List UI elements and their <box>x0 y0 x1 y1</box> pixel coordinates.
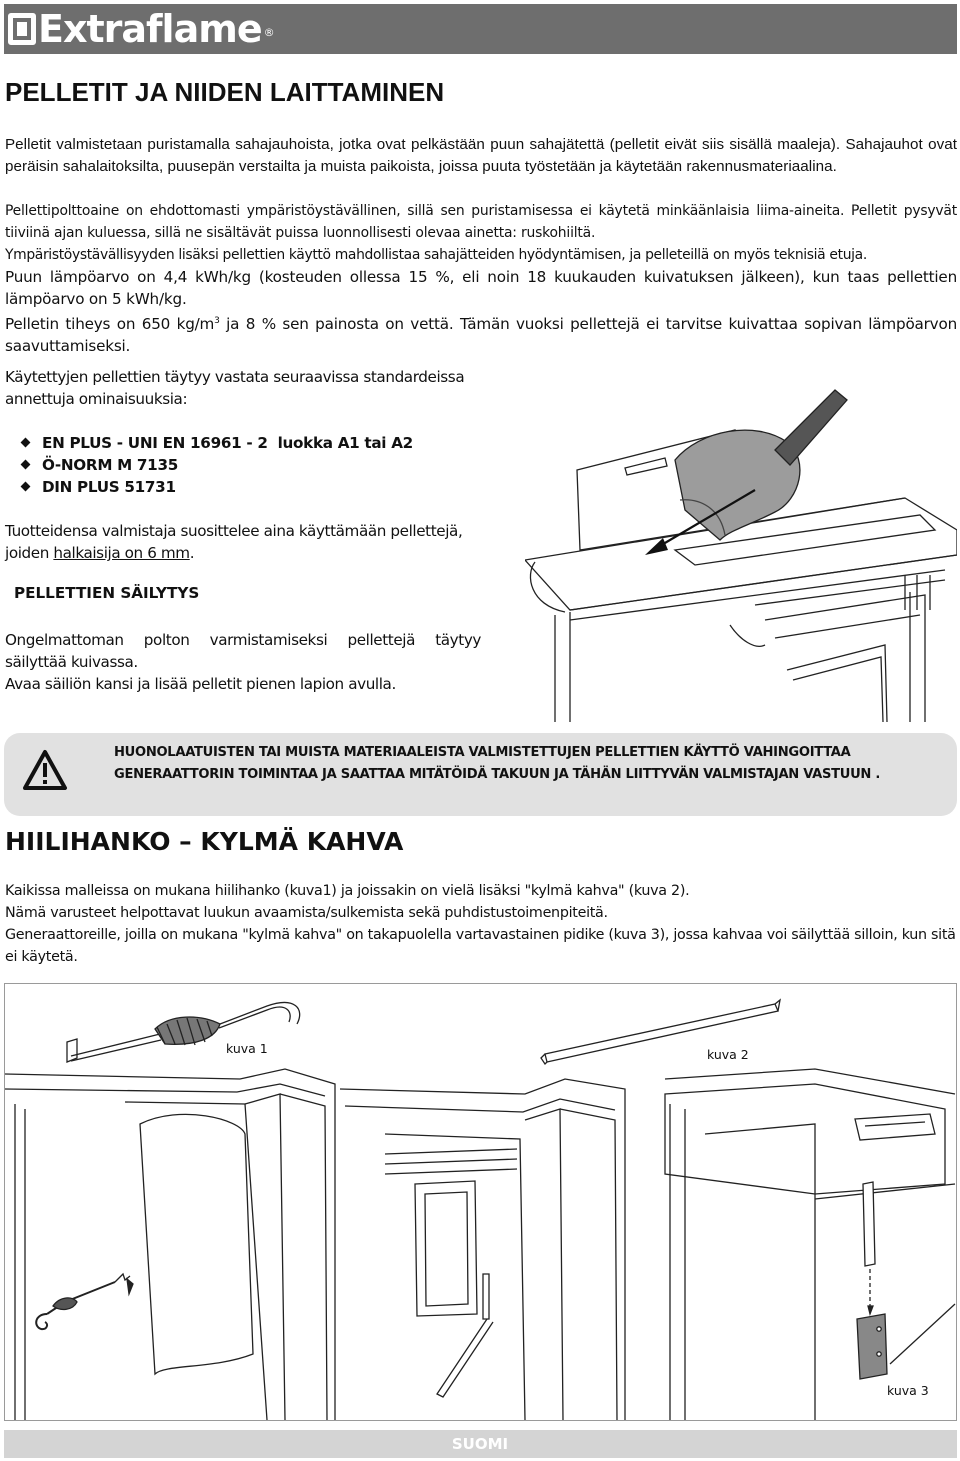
footer-language: SUOMI <box>451 1435 509 1453</box>
paragraph-heat-value: Puun lämpöarvo on 4,4 kWh/kg (kosteuden ollessa 15 %, eli noin 18 kuukauden kuivatuksen jälkeen), kun taas pellettien lämpöarvo on 5 kWh/kg. <box>5 268 957 308</box>
registered-mark: ® <box>263 26 274 39</box>
storage-title: PELLETTIEN SÄILYTYS <box>14 584 200 602</box>
standards-intro: Käytettyjen pellettien täytyy vastata seuraavissa standardeissa annettuja ominaisuuksia: <box>5 368 465 408</box>
standards-list <box>22 432 413 498</box>
brand-logo-mark-icon <box>8 13 36 45</box>
warning-triangle-icon <box>22 748 68 794</box>
diamond-bullet-icon <box>21 482 31 492</box>
diamond-bullet-icon <box>21 438 31 448</box>
recommendation-post: . <box>189 544 195 562</box>
storage-text-2: Avaa säiliön kansi ja lisää pelletit pienen lapion avulla. <box>5 675 396 693</box>
paragraph-density <box>5 310 957 357</box>
poker-line-1: Kaikissa malleissa on mukana hiilihanko (kuva1) ja joissakin on vielä lisäksi "kylmä kahva" (kuva 2). <box>5 883 690 899</box>
list-item <box>22 454 413 476</box>
pellet-info-block <box>5 200 957 357</box>
poker-line-2: Nämä varusteet helpottavat luukun avaamista/sulkemista sekä puhdistustoimenpiteitä. <box>5 905 608 921</box>
warning-text: HUONOLAATUISTEN TAI MUISTA MATERIAALEISTA VALMISTETTUJEN PELLETTIEN KÄYTTÖ VAHINGOITTAA GENERAATTORIN TOIMINTAA JA SAATTAA MITÄTÖIDÄ TAKUUN JA TÄHÄN LIITTYVÄN VALMISTAJAN VASTUUN . <box>114 745 880 782</box>
poker-line-3: Generaattoreille, joilla on mukana "kylmä kahva" on takapuolella vartavastainen pidike (kuva 3), jossa kahvaa voi säilyttää silloin, kun sitä ei käytetä. <box>5 927 956 965</box>
figure-label-3: kuva 3 <box>887 1383 929 1398</box>
figure-label-1: kuva 1 <box>226 1041 268 1056</box>
standard-label: Ö-NORM M 7135 <box>42 456 178 474</box>
standard-label: EN PLUS - UNI EN 16961 - 2 luokka A1 tai A2 <box>42 434 413 452</box>
brand-logo <box>8 6 272 52</box>
intro-paragraph: Pelletit valmistetaan puristamalla sahajauhoista, jotka ovat pelkästään puun sahajätettä (pelletit eivät siis sisällä maaleja). Sahajauhot ovat peräisin sahalaitoksilta, puusepän verstailta ja muista paikoista, joissa puuta työstetään ja käytetään rakennusmateriaalina. <box>5 136 957 175</box>
standard-label: DIN PLUS 51731 <box>42 478 176 496</box>
recommendation-text <box>5 520 481 564</box>
list-item <box>22 476 413 498</box>
paragraph-eco: Pellettipolttoaine on ehdottomasti ympäristöystävällinen, sillä sen puristamisessa ei käytetä minkäänlaisia liima-aineita. Pelletit pysyvät tiiviinä ajan kuluessa, sillä ne sisältävät puissa luonnollisesti olevaa ainetta: ruskohiiltä. <box>5 203 957 241</box>
poker-handle-illustration <box>5 984 956 1420</box>
figure-label-2: kuva 2 <box>707 1047 749 1062</box>
poker-info-block <box>5 880 957 968</box>
brand-name: Extraflame <box>38 7 262 51</box>
section-title-poker: HIILIHANKO – KYLMÄ KAHVA <box>5 827 404 856</box>
density-superscript: 3 <box>214 316 220 326</box>
paragraph-benefits: Ympäristöystävällisyyden lisäksi pellettien käyttö mahdollistaa sahajätteiden hyödyntämisen, ja pelleteillä on myös teknisiä etuja. <box>5 247 867 263</box>
section-title-pellets: PELLETIT JA NIIDEN LAITTAMINEN <box>5 77 445 107</box>
stove-shovel-illustration <box>525 380 957 722</box>
density-text: Pelletin tiheys on 650 kg/m <box>5 315 215 334</box>
diamond-bullet-icon <box>21 460 31 470</box>
list-item <box>22 432 413 454</box>
recommendation-pre: Tuotteidensa valmistaja suosittelee aina käyttämään pellettejä, joiden <box>5 522 463 562</box>
recommendation-diameter: halkaisija on 6 mm <box>53 544 190 562</box>
storage-text-1: Ongelmattoman polton varmistamiseksi pellettejä täytyy säilyttää kuivassa. <box>5 631 481 671</box>
density-text-rest: ja 8 % sen painosta on vettä. Tämän vuoksi pellettejä ei tarvitse kuivattaa sopivan lämpöarvon saavuttamiseksi. <box>5 315 957 356</box>
